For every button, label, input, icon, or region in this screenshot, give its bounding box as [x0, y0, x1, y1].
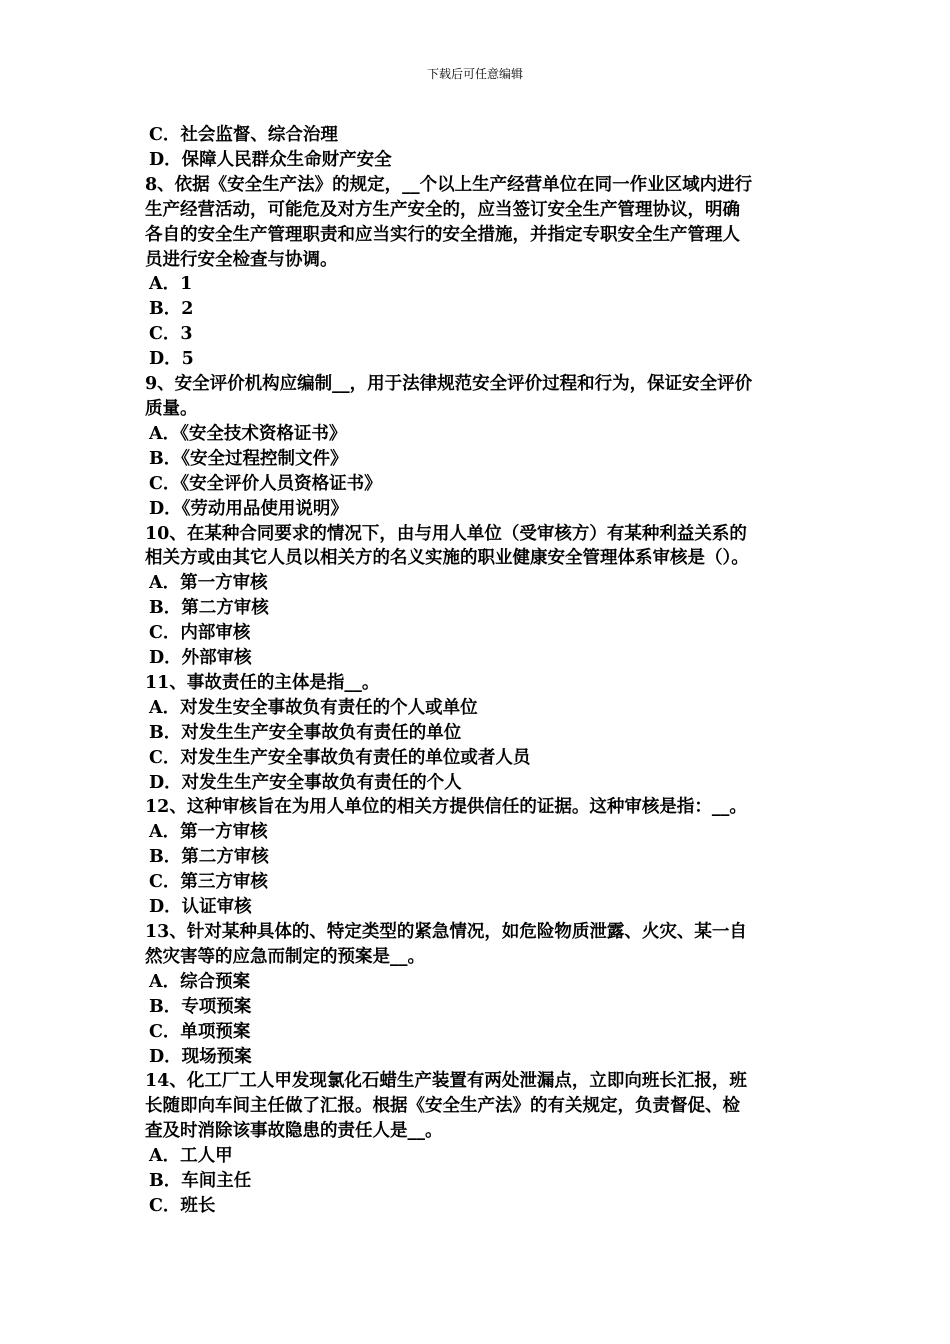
question-9 — [145, 372, 815, 521]
option-c: C．社会监督、综合治理 — [149, 125, 338, 145]
question-8 — [145, 173, 815, 372]
option-b: B．对发生生产安全事故负有责任的单位 — [149, 722, 462, 743]
option-c: C．《安全评价人员资格证书》 — [149, 473, 382, 494]
question-14 — [145, 1069, 815, 1218]
question-stem-line: 14、化工厂工人甲发现氯化石蜡生产装置有两处泄漏点，立即向班长汇报，班 — [145, 1071, 747, 1092]
question-12 — [145, 795, 815, 920]
question-stem-line: 12、这种审核旨在为用人单位的相关方提供信任的证据。这种审核是指：__。 — [145, 797, 747, 818]
question-11 — [145, 671, 815, 796]
option-a: A．第一方审核 — [149, 822, 268, 843]
option-c: C．3 — [149, 324, 193, 345]
option-b: B．专项预案 — [149, 996, 252, 1017]
question-stem-line: 相关方或由其它人员以相关方的名义实施的职业健康安全管理体系审核是（）。 — [145, 548, 749, 569]
question-stem-line: 长随即向车间主任做了汇报。根据《安全生产法》的有关规定，负责督促、检 — [145, 1096, 740, 1117]
option-a: A．《安全技术资格证书》 — [149, 423, 347, 444]
option-b: B．第二方审核 — [149, 847, 269, 868]
option-a: A．综合预案 — [149, 971, 251, 992]
option-a: A．第一方审核 — [149, 573, 268, 594]
question-stem-line: 各自的安全生产管理职责和应当实行的安全措施，并指定专职安全生产管理人 — [145, 224, 740, 245]
question-stem-line: 8、依据《安全生产法》的规定，__个以上生产经营单位在同一作业区域内进行 — [145, 174, 753, 195]
option-c: C．对发生生产安全事故负有责任的单位或者人员 — [149, 747, 531, 768]
question-stem-line: 生产经营活动，可能危及对方生产安全的，应当签订安全生产管理协议，明确 — [145, 199, 740, 220]
option-d: D．认证审核 — [149, 897, 252, 918]
option-b: B．第二方审核 — [149, 598, 269, 619]
question-stem-line: 9、安全评价机构应编制__，用于法律规范安全评价过程和行为，保证安全评价 — [145, 374, 753, 395]
option-d: D．外部审核 — [149, 648, 252, 669]
option-c: C．班长 — [149, 1195, 216, 1216]
option-b: B．2 — [149, 299, 194, 320]
option-a: A．1 — [149, 274, 193, 295]
question-stem-line: 然灾害等的应急而制定的预案是__。 — [145, 946, 425, 967]
option-d: D．保障人民群众生命财产安全 — [149, 149, 392, 170]
page-header: 下载后可任意编辑 — [426, 67, 523, 81]
option-c: C．内部审核 — [149, 623, 251, 644]
option-b: B．车间主任 — [149, 1171, 252, 1192]
question-13 — [145, 920, 815, 1069]
option-d: D．5 — [149, 349, 194, 370]
document-body — [145, 123, 815, 1219]
option-c: C．第三方审核 — [149, 872, 268, 893]
question-stem-line: 员进行安全检查与协调。 — [145, 249, 338, 270]
option-c: C．单项预案 — [149, 1021, 251, 1042]
previous-question-options — [145, 123, 815, 173]
option-a: A．工人甲 — [149, 1146, 233, 1167]
question-stem-line: 13、针对某种具体的、特定类型的紧急情况，如危险物质泄露、火灾、某一自 — [145, 922, 747, 942]
question-stem-line: 查及时消除该事故隐患的责任人是__。 — [145, 1121, 443, 1142]
option-b: B．《安全过程控制文件》 — [149, 448, 348, 469]
option-d: D．现场预案 — [149, 1046, 252, 1067]
question-stem-line: 11、事故责任的主体是指__。 — [145, 672, 380, 693]
question-stem-line: 10、在某种合同要求的情况下，由与用人单位（受审核方）有某种利益关系的 — [145, 523, 747, 544]
question-stem-line: 质量。 — [145, 398, 198, 419]
option-d: D．《劳动用品使用说明》 — [149, 498, 348, 519]
question-10 — [145, 522, 815, 671]
option-d: D．对发生生产安全事故负有责任的个人 — [149, 772, 462, 793]
option-a: A．对发生安全事故负有责任的个人或单位 — [149, 697, 478, 718]
